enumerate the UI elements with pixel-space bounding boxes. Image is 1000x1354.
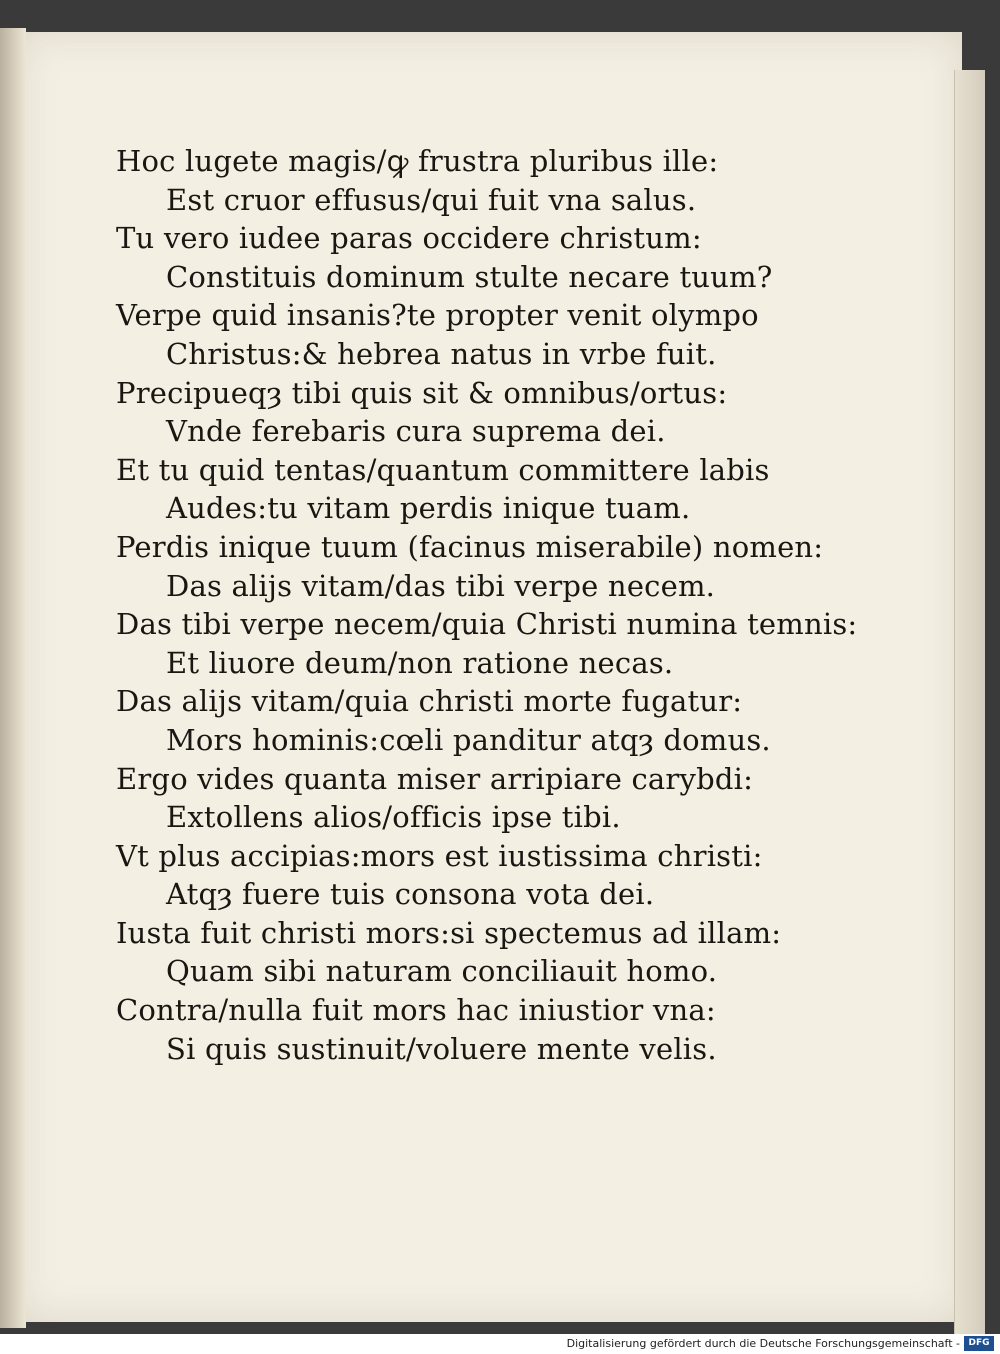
poem-line: Vt plus accipias:mors est iustissima christi:: [116, 838, 763, 873]
poem-line: Contra/nulla fuit mors hac iniustior vna:: [116, 993, 716, 1028]
poem-line: Et tu quid tentas/quantum committere labis: [116, 452, 770, 487]
book-spine: [0, 28, 26, 1328]
poem-line: Verpe quid insanis?te propter venit olympo: [116, 298, 759, 333]
poem-line: Atqȝ fuere tuis consona vota dei.: [166, 877, 655, 912]
poem-line: Tu vero iudee paras occidere christum:: [116, 221, 702, 256]
footer-bar: [0, 1334, 1000, 1354]
poem-line: Christus:& hebrea natus in vrbe fuit.: [166, 336, 717, 371]
poem-line: Extollens alios/officis ipse tibi.: [166, 800, 621, 835]
dfg-logo: DFG: [964, 1336, 994, 1351]
poem-line: Das alijs vitam/quia christi morte fugatur:: [116, 684, 743, 719]
poem-line: Si quis sustinuit/voluere mente velis.: [166, 1031, 717, 1066]
poem-line: Precipueqȝ tibi quis sit & omnibus/ortus:: [116, 375, 728, 410]
poem-line: Vnde ferebaris cura suprema dei.: [166, 414, 666, 449]
poem-line: Das alijs vitam/das tibi verpe necem.: [166, 568, 716, 603]
poem-line: Ergo vides quanta miser arripiare carybdi:: [116, 761, 754, 796]
poem-line: Quam sibi naturam conciliauit homo.: [166, 954, 718, 989]
footer-credit: Digitalisierung gefördert durch die Deutsche Forschungsgemeinschaft -: [566, 1337, 960, 1350]
poem-line: Hoc lugete magis/ꝙ frustra pluribus ille:: [116, 144, 719, 178]
poem-line: Perdis inique tuum (facinus miserabile) nomen:: [116, 529, 824, 564]
poem-line: Constituis dominum stulte necare tuum?: [166, 259, 773, 294]
poem-line: Et liuore deum/non ratione necas.: [166, 645, 674, 680]
next-page-edge: [954, 70, 985, 1334]
poem-text: [116, 142, 858, 1068]
poem-line: Mors hominis:cœli panditur atqȝ domus.: [166, 722, 771, 757]
poem-line: Est cruor effusus/qui fuit vna salus.: [166, 182, 697, 217]
poem-line: Audes:tu vitam perdis inique tuam.: [166, 491, 691, 526]
poem-line: Iusta fuit christi mors:si spectemus ad illam:: [116, 915, 782, 950]
poem-line: Das tibi verpe necem/quia Christi numina temnis:: [116, 607, 858, 642]
